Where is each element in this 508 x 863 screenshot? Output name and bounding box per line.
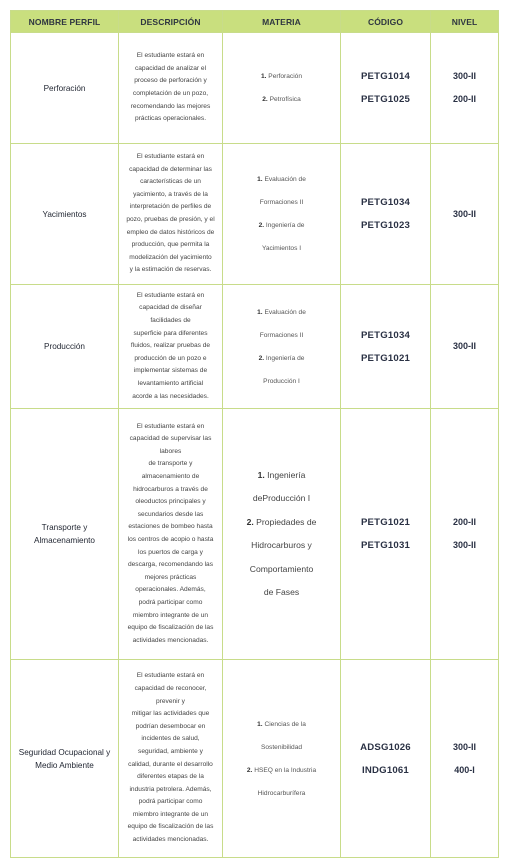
description-line: operacionales. Además, [135, 586, 206, 594]
description-line: estaciones de bombeo hasta [128, 523, 213, 531]
profile-name-cell [11, 285, 119, 409]
header-descripcion: DESCRIPCIÓN [119, 11, 223, 33]
course-code: ADSG1026 [360, 741, 411, 753]
materia-text: Producción I [263, 377, 300, 385]
description-line: El estudiante estará en [136, 422, 205, 430]
nivel-cell [431, 660, 499, 858]
description-line: proceso de perforación y [134, 77, 207, 85]
description-line: actividades mencionadas. [132, 836, 209, 844]
course-code: PETG1023 [360, 220, 411, 231]
table-row [11, 285, 499, 409]
materia-number: 1. [260, 73, 267, 80]
course-code: PETG1025 [360, 94, 411, 105]
materia-cell [223, 33, 341, 144]
course-code: PETG1031 [360, 540, 411, 551]
materia-line [223, 487, 340, 511]
description-cell [119, 285, 223, 409]
description-line: modelización del yacimiento [129, 253, 212, 261]
codigo-cell [341, 285, 431, 409]
course-level: 300-II [452, 741, 476, 752]
materia-cell [223, 660, 341, 858]
materia-line [223, 324, 340, 347]
description-line: implementar sistemas de [133, 367, 208, 375]
materia-text: HSEQ en la Industria [254, 766, 317, 774]
materia-number: 2. [262, 96, 268, 103]
course-code: INDG1061 [362, 764, 409, 776]
materia-number: 2. [258, 222, 265, 229]
course-level: 300-II [452, 540, 476, 550]
description-line: secundarios desde las [137, 510, 204, 518]
description-line: El estudiante estará en [136, 672, 205, 680]
materia-number: 2. [246, 766, 253, 774]
description-line: hidrocarburos a través de [133, 485, 208, 493]
description-line: miembro integrante de un [132, 810, 209, 818]
description-line: industria petrolera. Además, [129, 785, 212, 793]
description-line: empleo de datos históricos de [126, 228, 215, 236]
materia-line [223, 534, 340, 558]
materia-line [223, 713, 340, 736]
header-codigo: CÓDIGO [341, 11, 431, 33]
materia-cell [223, 409, 341, 660]
codigo-cell [341, 33, 431, 144]
table-body [11, 33, 499, 858]
materia-text: Propiedades de [256, 516, 317, 527]
materia-text: Yacimientos I [261, 245, 302, 252]
profile-name: Producción [44, 342, 85, 351]
description-line: prácticas operacionales. [134, 115, 207, 123]
description-line: capacidad de diseñar [139, 304, 202, 312]
description-line: capacidad de analizar el [134, 64, 207, 72]
description-line: labores [159, 447, 182, 455]
course-code: PETG1021 [360, 352, 411, 364]
description-line: El estudiante estará en [136, 291, 205, 299]
course-level: 400-I [454, 764, 475, 775]
codigo-cell [341, 409, 431, 660]
profile-name: Medio Ambiente [35, 760, 94, 770]
description-line: características de un [140, 178, 201, 186]
description-line: fluidos, realizar pruebas de [130, 342, 211, 350]
course-code: PETG1021 [360, 517, 411, 528]
materia-number: 2. [246, 516, 254, 527]
codigo-cell [341, 660, 431, 858]
profile-name-cell [11, 409, 119, 660]
description-line: levantamiento artificial [137, 379, 204, 387]
course-level: 300-II [452, 341, 476, 351]
nivel-cell [431, 285, 499, 409]
profile-name: Yacimientos [42, 209, 87, 219]
materia-text: Formaciones II [259, 199, 304, 206]
description-line: El estudiante estará en [136, 153, 205, 161]
materia-line [223, 558, 340, 582]
materia-line [223, 782, 340, 805]
materia-line [223, 464, 340, 488]
description-cell [119, 144, 223, 285]
materia-text: Comportamiento [249, 563, 314, 574]
description-line: los centros de acopio o hasta [127, 536, 214, 543]
course-level: 300-II [452, 71, 476, 81]
description-line: diferentes etapas de la [137, 773, 204, 781]
course-level: 200-II [452, 517, 476, 527]
materia-text: Evaluación de [264, 176, 306, 183]
description-line: capacidad de reconocer, [134, 684, 207, 692]
materia-text: Formaciones II [259, 331, 304, 339]
description-line: podrá participar como [138, 598, 203, 606]
table-row [11, 144, 499, 285]
materia-text: Ingeniería de [265, 222, 305, 229]
materia-text: Sostenibilidad [260, 743, 303, 751]
materia-cell [223, 285, 341, 409]
profile-name: Perforación [43, 83, 86, 93]
description-line: seguridad, ambiente y [138, 747, 203, 755]
table-header-row [11, 11, 499, 33]
description-line: los puertos de carga y [138, 548, 203, 556]
materia-line [223, 88, 340, 111]
profile-name: Almacenamiento [34, 536, 95, 545]
description-line: El estudiante estará en [136, 52, 205, 60]
materia-number: 1. [257, 176, 263, 183]
materia-text: Perforación [268, 73, 303, 80]
profile-name-cell [11, 660, 119, 858]
description-line: prevenir y [156, 697, 185, 705]
materia-number: 1. [257, 469, 265, 480]
description-line: mitigar las actividades que [131, 710, 210, 718]
course-level: 300-II [452, 208, 476, 219]
materia-number: 1. [257, 720, 263, 728]
description-line: podrá participar como [138, 798, 203, 806]
materia-text: Ciencias de la [264, 720, 306, 728]
materia-line [223, 511, 340, 535]
materia-line [223, 214, 340, 237]
course-code: PETG1034 [360, 197, 411, 208]
table-row [11, 33, 499, 144]
materia-text: Hidrocarburos y [251, 540, 312, 550]
description-line: equipo de fiscalización de las [127, 624, 214, 632]
materia-text: de Fases [263, 587, 300, 597]
description-line: producción, que permita la [131, 241, 210, 249]
description-line: acorde a las necesidades. [132, 392, 209, 400]
materia-line [223, 759, 340, 782]
description-line: almacenamiento de [141, 473, 200, 481]
nivel-cell [431, 144, 499, 285]
description-line: recomendando las mejores [130, 102, 211, 110]
materia-number: 1. [257, 308, 263, 316]
profile-name-cell [11, 33, 119, 144]
profile-name: Transporte y [41, 523, 88, 532]
materia-cell [223, 144, 341, 285]
description-line: podrían desembocar en [135, 722, 206, 730]
profiles-table [10, 10, 499, 858]
description-line: incidentes de salud, [141, 735, 200, 743]
description-cell [119, 33, 223, 144]
description-line: facilidades de [150, 317, 191, 325]
description-line: yacimiento, a través de la [133, 190, 208, 198]
materia-line [223, 191, 340, 214]
header-nombre-perfil: NOMBRE PERFIL [11, 11, 119, 33]
description-line: interpretación de perfiles de [129, 203, 212, 211]
description-line: actividades mencionadas. [132, 636, 209, 644]
materia-line [223, 370, 340, 393]
description-line: equipo de fiscalización de las [127, 823, 214, 831]
course-code: PETG1034 [360, 329, 411, 341]
description-line: capacidad de supervisar las [129, 435, 212, 443]
materia-text: Hidrocarburífera [257, 789, 306, 797]
course-level: 200-II [452, 94, 476, 104]
description-line: producción de un pozo e [134, 354, 207, 362]
materia-text: Evaluación de [264, 308, 306, 316]
description-line: descarga, recomendando las [127, 561, 214, 569]
materia-line [223, 736, 340, 759]
profile-name-cell [11, 144, 119, 285]
description-line: y la estimación de reservas. [129, 266, 212, 274]
materia-number: 2. [258, 354, 265, 362]
description-line: superficie para diferentes [133, 329, 208, 337]
materia-text: Petrofísica [269, 96, 301, 103]
materia-line [223, 581, 340, 605]
description-line: completación de un pozo, [132, 90, 209, 97]
nivel-cell [431, 33, 499, 144]
header-nivel: NIVEL [431, 11, 499, 33]
description-cell [119, 409, 223, 660]
table-row [11, 409, 499, 660]
materia-line [223, 65, 340, 88]
materia-line [223, 168, 340, 191]
materia-line [223, 347, 340, 370]
description-line: de transporte y [148, 460, 193, 468]
materia-text: deProducción I [252, 493, 311, 503]
codigo-cell [341, 144, 431, 285]
header-materia: MATERIA [223, 11, 341, 33]
table-row [11, 660, 499, 858]
course-code: PETG1014 [360, 71, 411, 82]
materia-line [223, 301, 340, 324]
profile-name: Seguridad Ocupacional y [18, 747, 111, 757]
nivel-cell [431, 409, 499, 660]
materia-text: Ingeniería de [265, 354, 305, 362]
description-line: mejores prácticas [144, 573, 197, 581]
materia-line [223, 237, 340, 260]
materia-text: Ingeniería [267, 469, 306, 480]
description-line: calidad, durante el desarrollo [128, 760, 213, 768]
description-cell [119, 660, 223, 858]
description-line: capacidad de determinar las [129, 165, 212, 173]
description-line: miembro integrante de un [132, 611, 209, 619]
description-line: pozo, pruebas de presión, y el [126, 216, 215, 223]
description-line: oleoductos principales y [135, 498, 206, 506]
